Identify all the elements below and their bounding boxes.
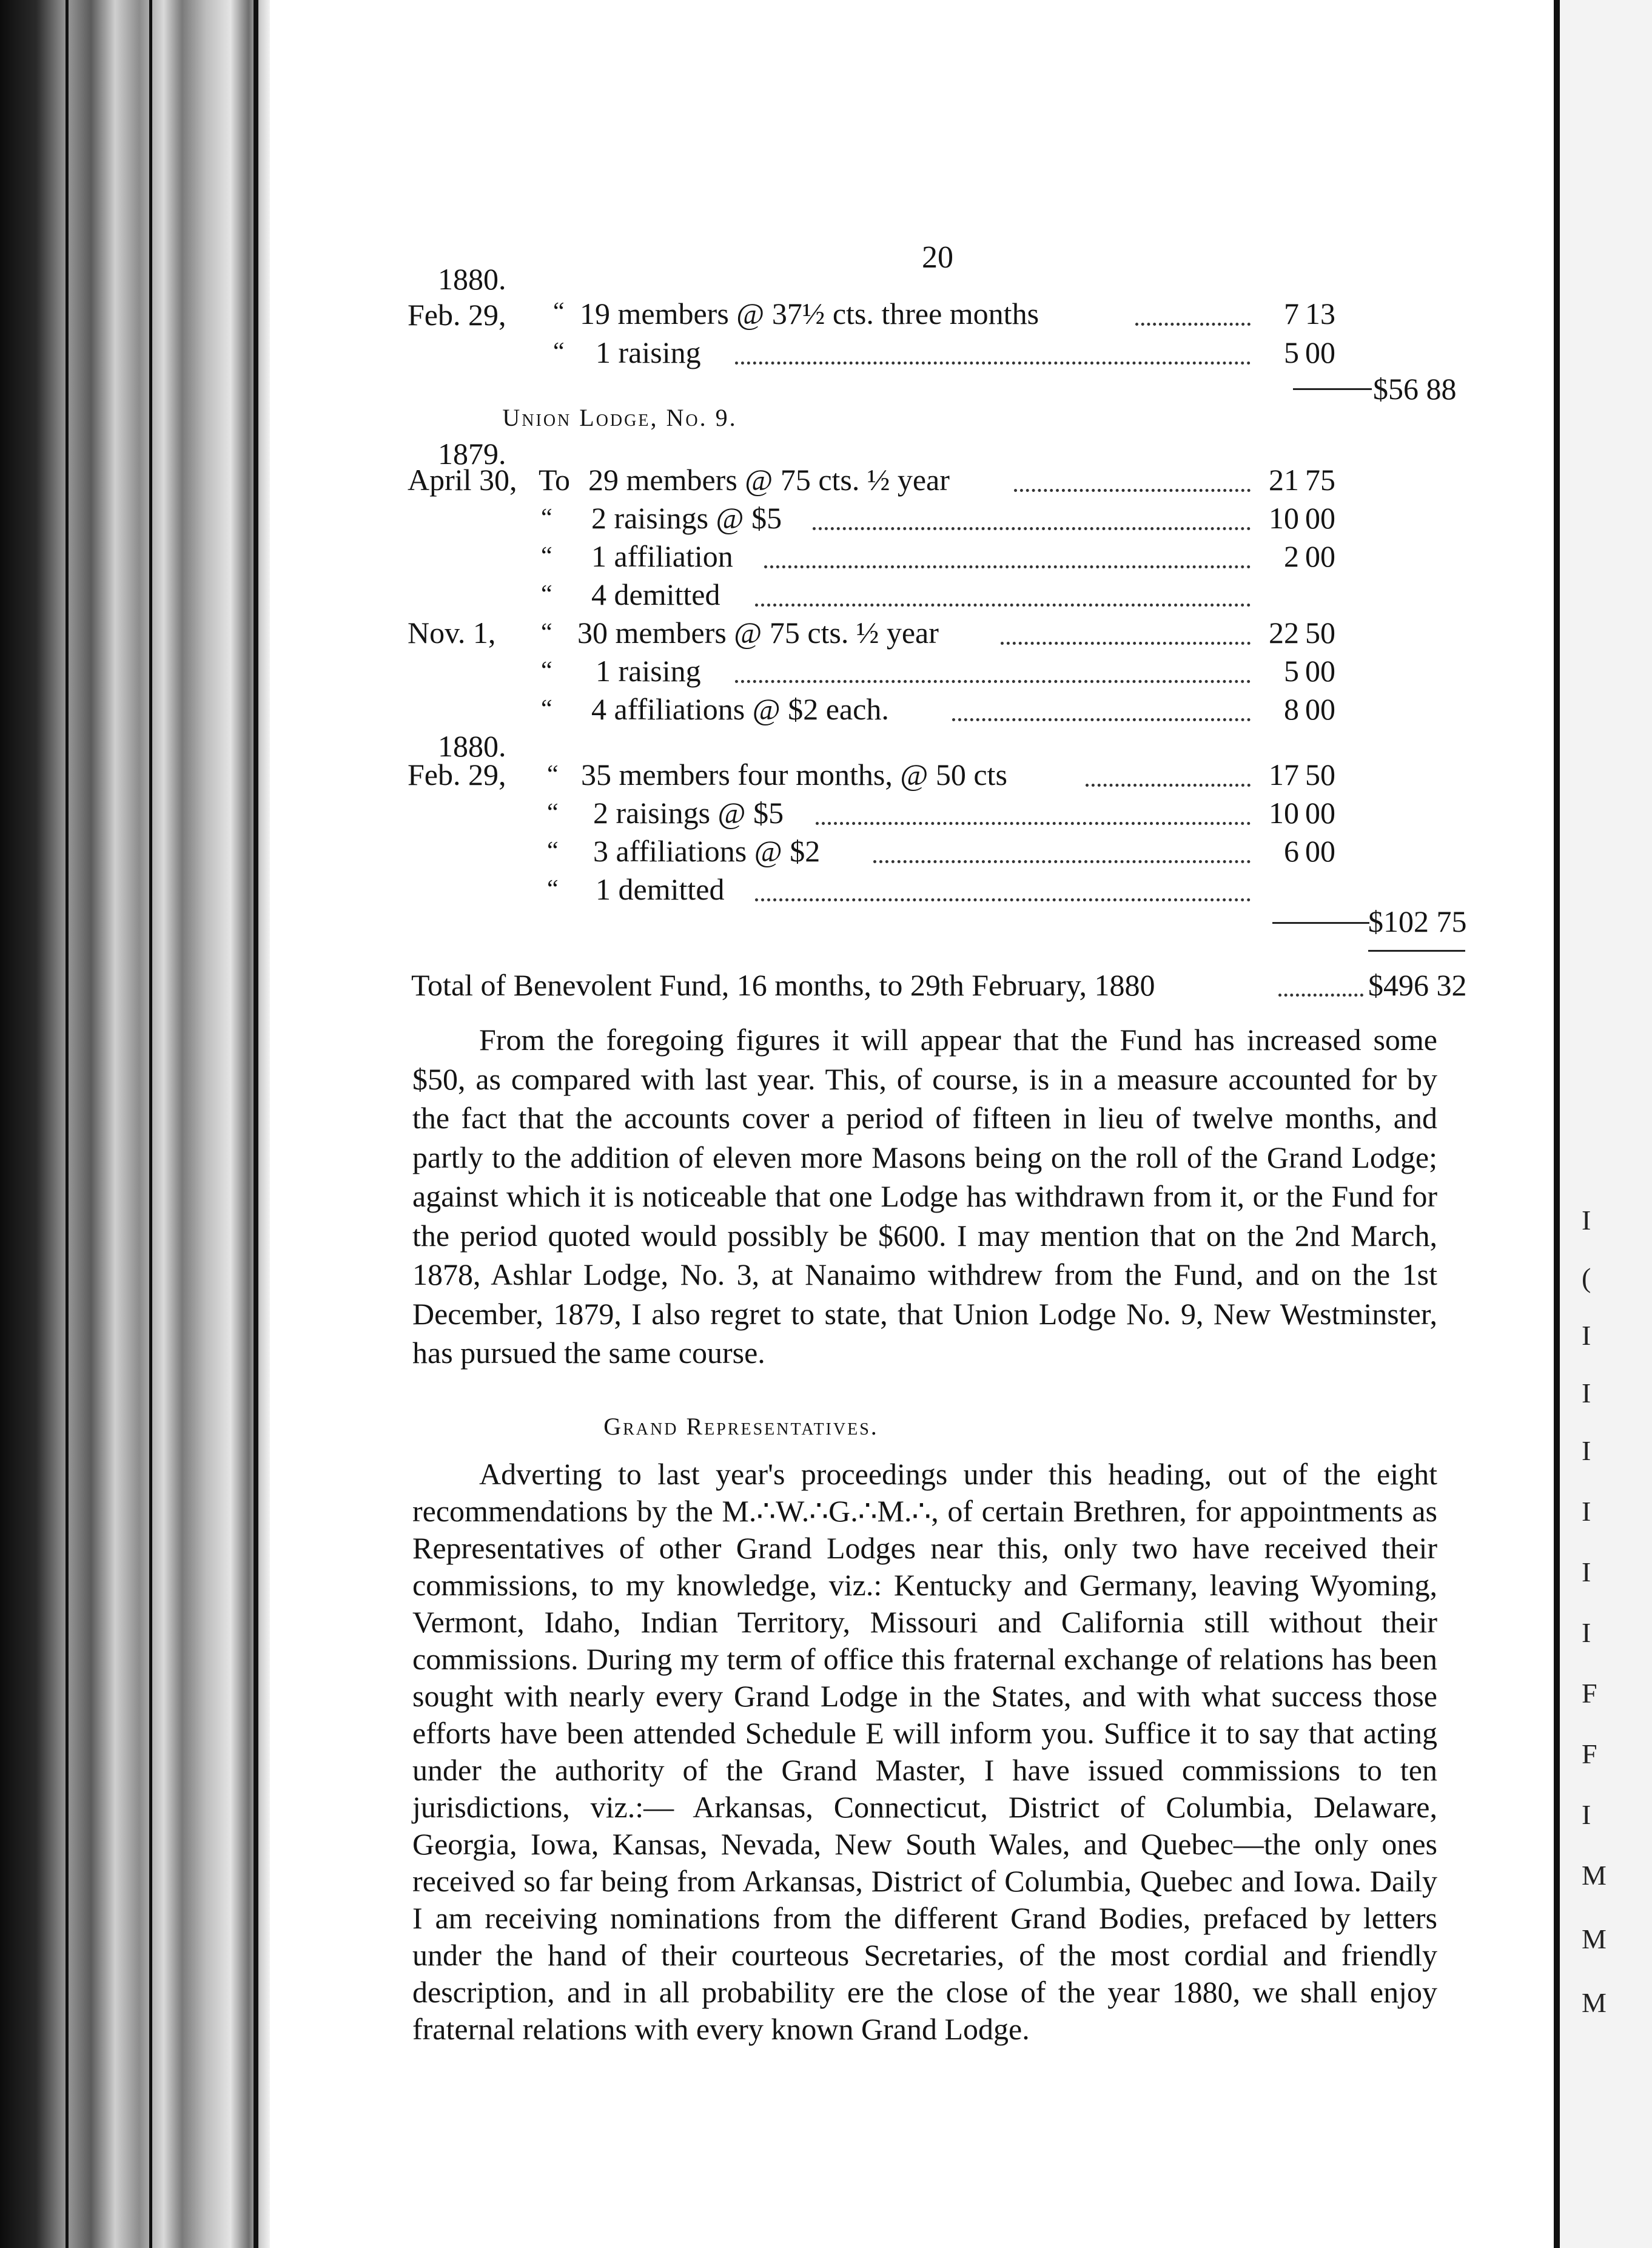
ditto-mark: “ [541, 657, 552, 685]
spine-edge-line [65, 0, 69, 2248]
ditto-mark: “ [547, 837, 559, 865]
entry-item: 1 raising [596, 335, 701, 369]
dot-leader [755, 898, 1251, 901]
amount-cents: 00 [1305, 692, 1335, 726]
amount-dollars: 5 [1284, 654, 1299, 688]
amount-dollars: 22 [1269, 616, 1299, 650]
facing-page-letter: I [1582, 1435, 1591, 1466]
dot-leader [1001, 642, 1251, 645]
entry-item: 35 members four months, @ 50 cts [581, 758, 1007, 792]
amount-cents: 50 [1305, 758, 1335, 792]
section-heading: Grand Representatives. [603, 1413, 879, 1440]
ditto-mark: “ [547, 761, 559, 789]
facing-page-letter: I [1582, 1205, 1591, 1236]
amount-dollars: 21 [1269, 463, 1299, 497]
amount-cents: 00 [1305, 335, 1335, 369]
ditto-mark: “ [547, 799, 559, 827]
amount-cents: 00 [1305, 796, 1335, 830]
spine-edge-line [149, 0, 152, 2248]
section-heading: Union Lodge, No. 9. [502, 404, 737, 431]
amount-cents: 00 [1305, 834, 1335, 868]
ditto-mark: “ [547, 875, 559, 903]
dot-leader [755, 604, 1251, 607]
amount-cents: 00 [1305, 539, 1335, 573]
amount-cents: 75 [1305, 463, 1335, 497]
total-rule [1293, 388, 1372, 390]
entry-item: 30 members @ 75 cts. ½ year [577, 616, 939, 650]
entry-item: 1 affiliation [591, 539, 733, 573]
facing-page-letter: I [1582, 1496, 1591, 1527]
ditto-mark: “ [553, 338, 565, 366]
entry-date: Feb. 29, [408, 298, 506, 332]
facing-page-letter: F [1582, 1678, 1597, 1709]
facing-page-letter: M [1582, 1987, 1607, 2018]
entry-item: 29 members @ 75 cts. ½ year [588, 463, 950, 497]
section-total: $102 75 [1368, 904, 1467, 938]
ditto-mark: “ [541, 619, 552, 647]
entry-item: 4 affiliations @ $2 each. [591, 692, 889, 726]
facing-page-letter: F [1582, 1738, 1597, 1769]
ditto-mark: “ [541, 542, 552, 570]
grand-total-label: Total of Benevolent Fund, 16 months, to 29th February, 1880 [411, 968, 1155, 1002]
year-label: 1880. [438, 729, 506, 763]
amount-cents: 00 [1305, 654, 1335, 688]
dot-leader [1278, 994, 1363, 997]
facing-page-letter: M [1582, 1923, 1607, 1954]
amount-cents: 13 [1305, 297, 1335, 331]
ditto-mark: “ [553, 298, 565, 326]
entry-item: 1 raising [596, 654, 701, 688]
facing-page-letter: I [1582, 1320, 1591, 1351]
body-paragraph: Adverting to last year's proceedings under this heading, out of the eight recommendations by the M.∴W.∴G.∴M.∴, of certain Brethren, for appointments as Representatives of other Grand Lodges near this, only two have received their commissions, to my knowledge, viz.: Kentucky and Germany, leaving Wyoming, Vermont, Idaho, Indian Territory, Missouri and California still without their commissions. During my term of office this fraternal exchange of relations has been sought with nearly every Grand Lodge in the States, and with what success those efforts have been attended Schedule E will inform you. Suffice it to say that acting under the authority of the Grand Master, I have issued commissions to ten jurisdictions, viz.:— Arkansas, Connecticut, District of Columbia, Delaware, Georgia, Iowa, Kansas, Nevada, New South Wales, and Quebec—the only ones received so far being from Arkansas, District of Columbia, Quebec and Iowa. Daily I am receiving nominations from the different Grand Bodies, prefaced by letters under the hand of their courteous Secretaries, of the most cordial and friendly description, and in all probability ere the close of the year 1880, we shall enjoy fraternal relations with every known Grand Lodge. [412, 1457, 1437, 2046]
facing-page-letter: I [1582, 1617, 1591, 1648]
entry-date: Nov. 1, [408, 616, 496, 650]
entry-item: 4 demitted [591, 577, 720, 611]
year-label: 1879. [438, 437, 506, 471]
facing-page-edge [1554, 0, 1652, 2248]
facing-page-letter: ( [1582, 1262, 1591, 1293]
facing-page-letter: I [1582, 1799, 1591, 1830]
ditto-mark: “ [541, 504, 552, 532]
section-total: $56 88 [1373, 372, 1457, 406]
entry-prefix: To [539, 463, 571, 497]
amount-dollars: 8 [1284, 692, 1299, 726]
ditto-mark: “ [541, 695, 552, 723]
dot-leader [1014, 489, 1251, 492]
amount-dollars: 10 [1269, 501, 1299, 535]
dot-leader [1086, 784, 1251, 787]
page-number: 20 [922, 240, 953, 275]
amount-dollars: 2 [1284, 539, 1299, 573]
dot-leader [1135, 323, 1251, 326]
amount-dollars: 10 [1269, 796, 1299, 830]
dot-leader [735, 680, 1251, 683]
book-spine [0, 0, 270, 2248]
year-label: 1880. [438, 262, 506, 296]
dot-leader [764, 565, 1251, 568]
facing-page-letter: M [1582, 1860, 1607, 1891]
facing-page-letter: I [1582, 1378, 1591, 1408]
entry-date: April 30, [408, 463, 517, 497]
amount-dollars: 17 [1269, 758, 1299, 792]
dot-leader [873, 860, 1251, 863]
entry-item: 1 demitted [596, 872, 725, 906]
dot-leader [952, 718, 1251, 721]
amount-dollars: 7 [1284, 297, 1299, 331]
entry-item: 2 raisings @ $5 [591, 501, 782, 535]
amount-cents: 00 [1305, 501, 1335, 535]
amount-dollars: 5 [1284, 335, 1299, 369]
facing-page-letter: I [1582, 1556, 1591, 1587]
dot-leader [735, 362, 1251, 365]
total-rule [1368, 950, 1465, 952]
ditto-mark: “ [541, 581, 552, 608]
total-rule [1272, 922, 1369, 924]
entry-date: Feb. 29, [408, 758, 506, 792]
entry-item: 2 raisings @ $5 [593, 796, 784, 830]
amount-dollars: 6 [1284, 834, 1299, 868]
amount-cents: 50 [1305, 616, 1335, 650]
entry-item: 19 members @ 37½ cts. three months [580, 297, 1039, 331]
entry-item: 3 affiliations @ $2 [593, 834, 821, 868]
body-paragraph: From the foregoing figures it will appear that the Fund has increased some $50, as compared with last year. This, of course, is in a measure accounted for by the fact that the accounts cover a period of fifteen in lieu of twelve months, and partly to the addition of eleven more Masons being on the roll of the Grand Lodge; against which it is noticeable that one Lodge has withdrawn from it, or the Fund for the period quoted would possibly be $600. I may mention that on the 2nd March, 1878, Ashlar Lodge, No. 3, at Nanaimo withdrew from the Fund, and on the 1st December, 1879, I also regret to state, that Union Lodge No. 9, New Westminster, has pursued the same course. [412, 1023, 1437, 1370]
dot-leader [816, 822, 1251, 825]
dot-leader [813, 527, 1251, 530]
grand-total-value: $496 32 [1368, 968, 1467, 1002]
spine-edge-line [254, 0, 258, 2248]
